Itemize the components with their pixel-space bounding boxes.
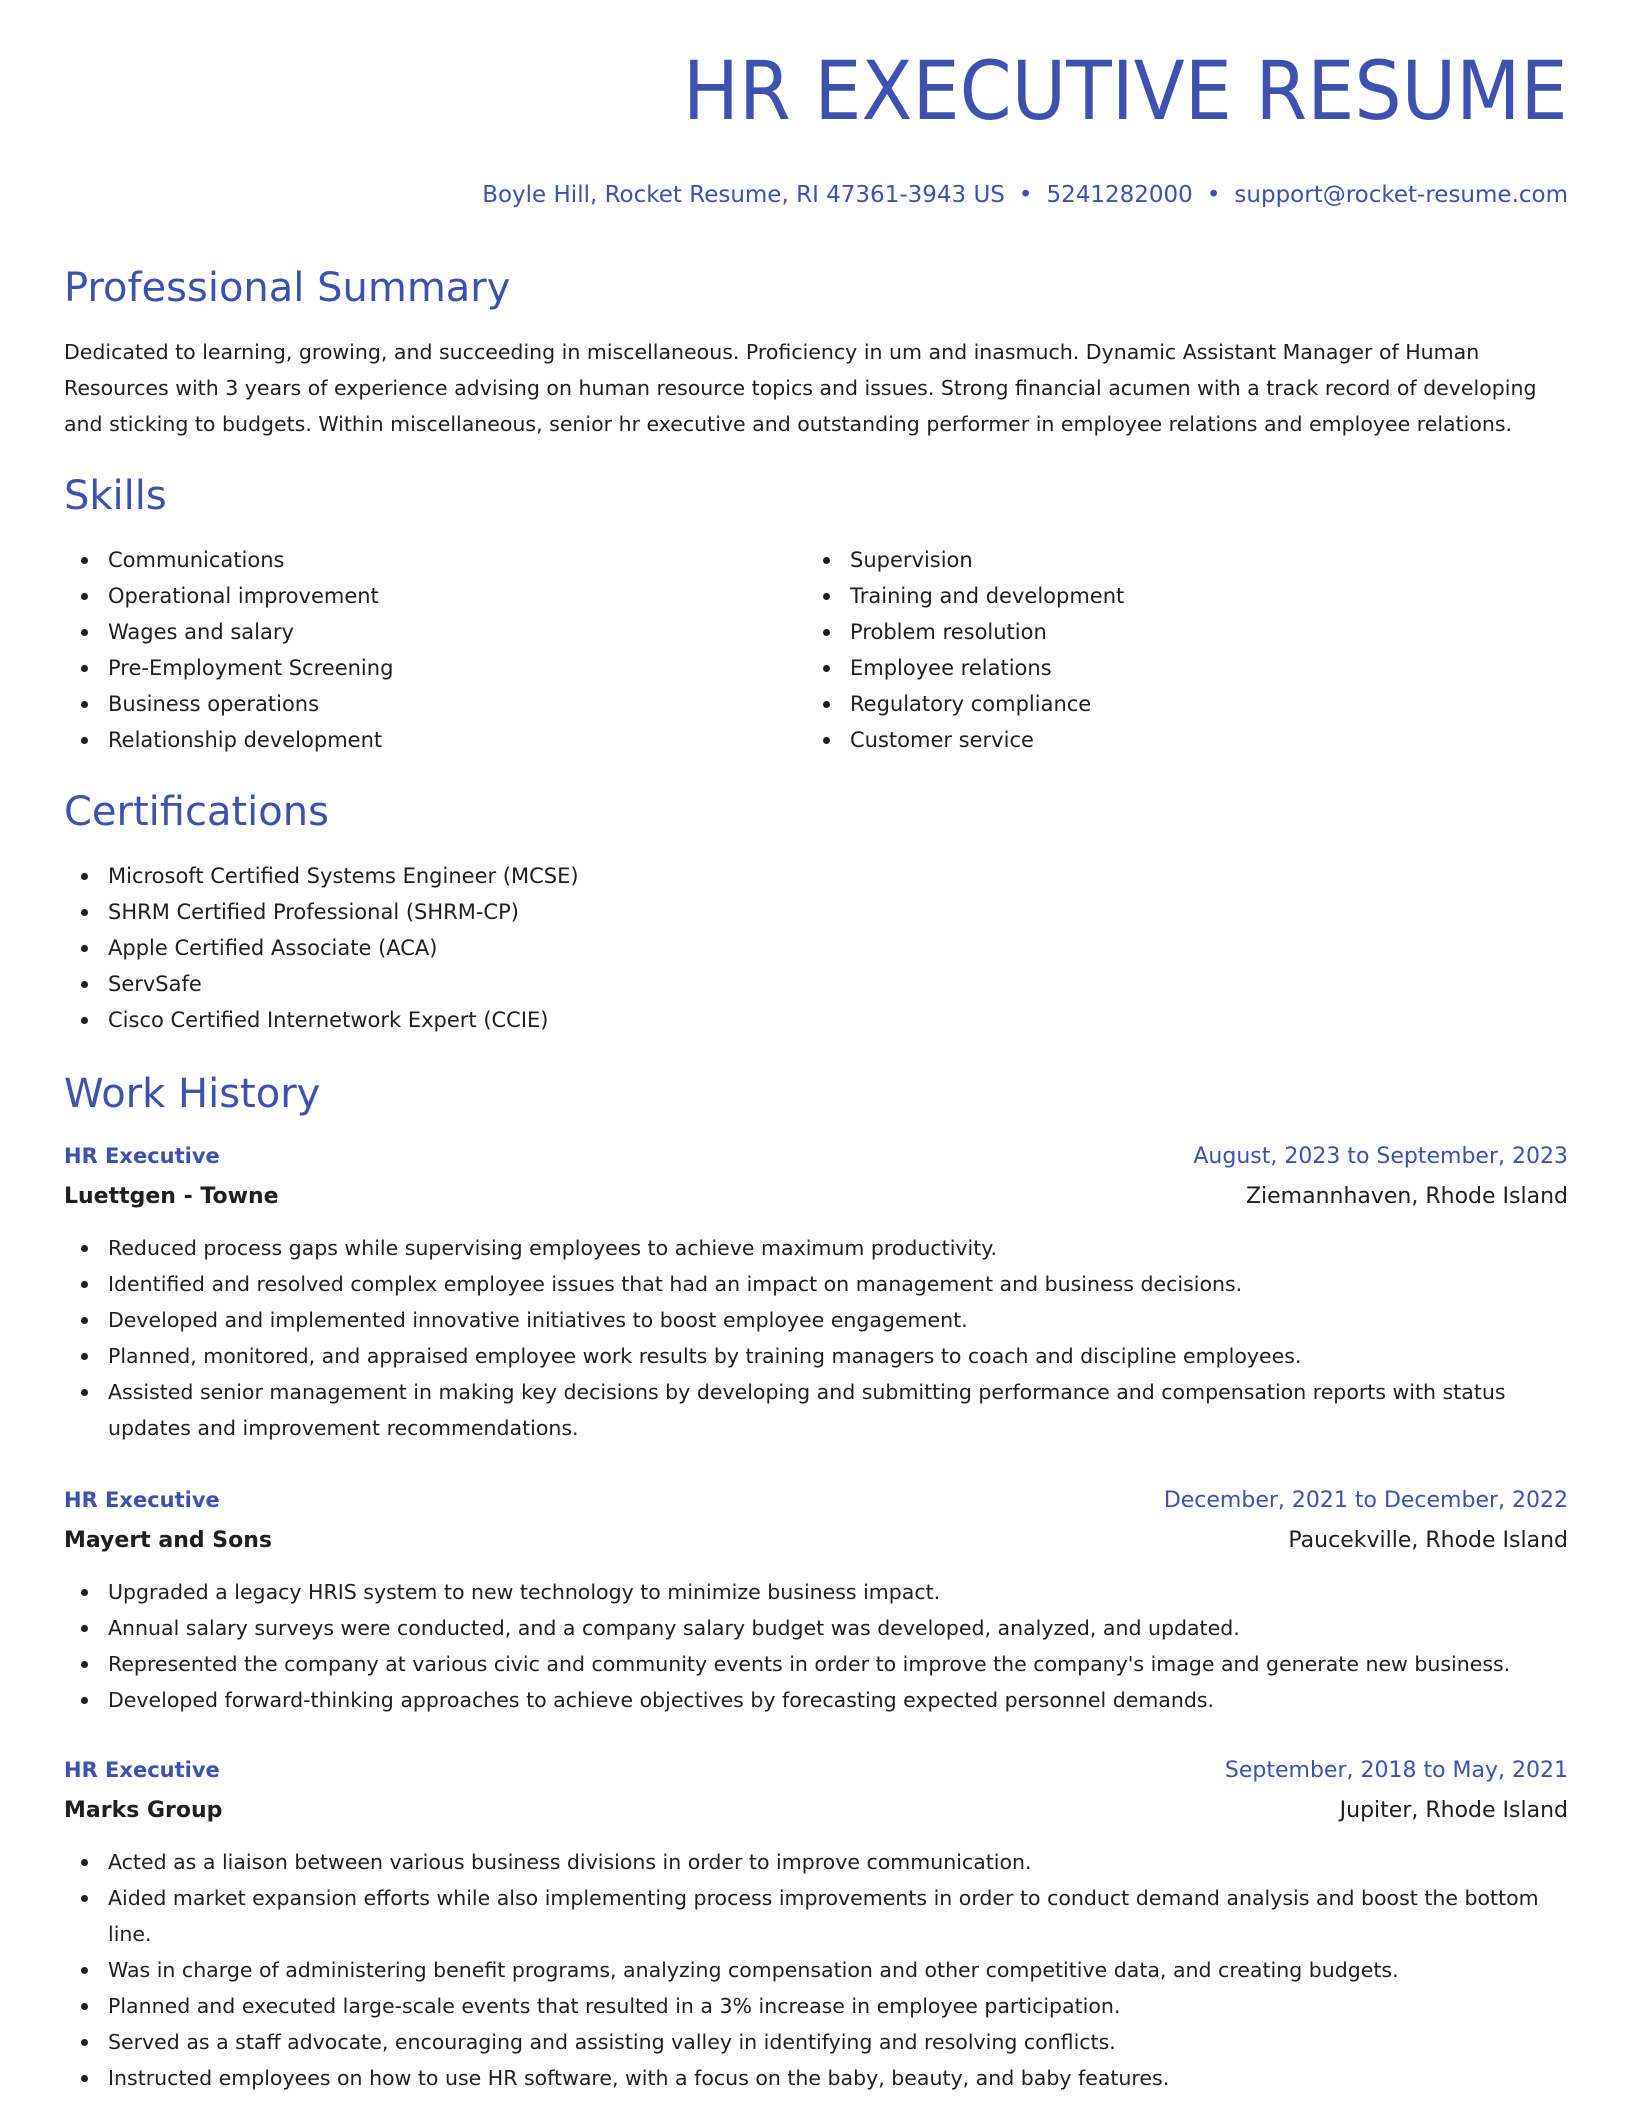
skill-item: Operational improvement (64, 578, 804, 614)
job-header (64, 1758, 1568, 1798)
skills-list-left (64, 542, 804, 758)
skill-item: Relationship development (64, 722, 804, 758)
certification-item: SHRM Certified Professional (SHRM-CP) (64, 894, 1568, 930)
job-entry (64, 1758, 1568, 2096)
contact-email: support@rocket-resume.com (1234, 182, 1568, 208)
job-dates: September, 2018 to May, 2021 (1224, 1758, 1568, 1783)
skill-item: Communications (64, 542, 804, 578)
job-header (64, 1488, 1568, 1528)
job-bullet: Annual salary surveys were conducted, and a company salary budget was developed, analyzed, and updated. (64, 1610, 1568, 1646)
skill-item: Business operations (64, 686, 804, 722)
job-dates: December, 2021 to December, 2022 (1163, 1488, 1568, 1513)
job-bullet: Developed and implemented innovative initiatives to boost employee engagement. (64, 1302, 1568, 1338)
job-company: Marks Group (64, 1798, 223, 1823)
job-bullet: Planned, monitored, and appraised employee work results by training managers to coach and discipline employees. (64, 1338, 1568, 1374)
job-bullet: Served as a staff advocate, encouraging and assisting valley in identifying and resolving conflicts. (64, 2024, 1568, 2060)
job-subheader (64, 1184, 1568, 1230)
skills-list-right (806, 542, 1546, 758)
certification-item: Cisco Certified Internetwork Expert (CCIE) (64, 1002, 1568, 1038)
job-location: Jupiter, Rhode Island (1339, 1798, 1568, 1823)
skill-item: Training and development (806, 578, 1546, 614)
job-subheader (64, 1528, 1568, 1574)
job-title: HR Executive (64, 1758, 220, 1782)
resume-title: HR EXECUTIVE RESUME (683, 45, 1568, 139)
job-bullet: Aided market expansion efforts while also implementing process improvements in order to conduct demand analysis and boost the bottom line. (64, 1880, 1568, 1952)
job-company: Mayert and Sons (64, 1528, 272, 1553)
section-heading-certifications: Certifications (64, 789, 329, 835)
section-heading-summary: Professional Summary (64, 265, 511, 311)
job-bullet: Represented the company at various civic and community events in order to improve the company's image and generate new business. (64, 1646, 1568, 1682)
certification-item: Apple Certified Associate (ACA) (64, 930, 1568, 966)
skill-item: Customer service (806, 722, 1546, 758)
section-heading-skills: Skills (64, 473, 167, 519)
job-bullet: Developed forward-thinking approaches to achieve objectives by forecasting expected personnel demands. (64, 1682, 1568, 1718)
contact-address: Boyle Hill, Rocket Resume, RI 47361-3943 US (482, 182, 1005, 208)
contact-line (482, 182, 1568, 208)
summary-text: Dedicated to learning, growing, and succeeding in miscellaneous. Proficiency in um and inasmuch. Dynamic Assistant Manager of Human Resources with 3 years of experience advising on human resource topics and issues. Strong financial acumen with a track record of developing and sticking to budgets. Within miscellaneous, senior hr executive and outstanding performer in employee relations and employee relations. (64, 340, 1537, 436)
job-title: HR Executive (64, 1144, 220, 1168)
contact-separator: • (1018, 182, 1033, 208)
certification-item: ServSafe (64, 966, 1568, 1002)
job-bullets (64, 1844, 1568, 2096)
job-subheader (64, 1798, 1568, 1844)
skill-item: Pre-Employment Screening (64, 650, 804, 686)
job-location: Ziemannhaven, Rhode Island (1245, 1184, 1568, 1209)
skill-item: Regulatory compliance (806, 686, 1546, 722)
skill-item: Wages and salary (64, 614, 804, 650)
job-header (64, 1144, 1568, 1184)
job-bullets (64, 1230, 1568, 1446)
job-bullet: Reduced process gaps while supervising employees to achieve maximum productivity. (64, 1230, 1568, 1266)
skill-item: Employee relations (806, 650, 1546, 686)
skill-item: Problem resolution (806, 614, 1546, 650)
job-entry (64, 1144, 1568, 1446)
contact-phone: 5241282000 (1046, 182, 1193, 208)
job-bullet: Assisted senior management in making key decisions by developing and submitting performance and compensation reports with status updates and improvement recommendations. (64, 1374, 1568, 1446)
certifications-list (64, 858, 1568, 1038)
skill-item: Supervision (806, 542, 1546, 578)
job-bullet: Upgraded a legacy HRIS system to new technology to minimize business impact. (64, 1574, 1568, 1610)
job-bullet: Planned and executed large-scale events that resulted in a 3% increase in employee participation. (64, 1988, 1568, 2024)
job-bullet: Was in charge of administering benefit programs, analyzing compensation and other competitive data, and creating budgets. (64, 1952, 1568, 1988)
section-heading-work-history: Work History (64, 1071, 321, 1117)
job-bullet: Instructed employees on how to use HR software, with a focus on the baby, beauty, and baby features. (64, 2060, 1568, 2096)
job-bullets (64, 1574, 1568, 1718)
certification-item: Microsoft Certified Systems Engineer (MCSE) (64, 858, 1568, 894)
job-location: Paucekville, Rhode Island (1288, 1528, 1568, 1553)
job-bullet: Identified and resolved complex employee issues that had an impact on management and business decisions. (64, 1266, 1568, 1302)
contact-separator: • (1206, 182, 1221, 208)
job-dates: August, 2023 to September, 2023 (1193, 1144, 1568, 1169)
job-title: HR Executive (64, 1488, 220, 1512)
job-bullet: Acted as a liaison between various business divisions in order to improve communication. (64, 1844, 1568, 1880)
job-entry (64, 1488, 1568, 1718)
job-company: Luettgen - Towne (64, 1184, 279, 1209)
